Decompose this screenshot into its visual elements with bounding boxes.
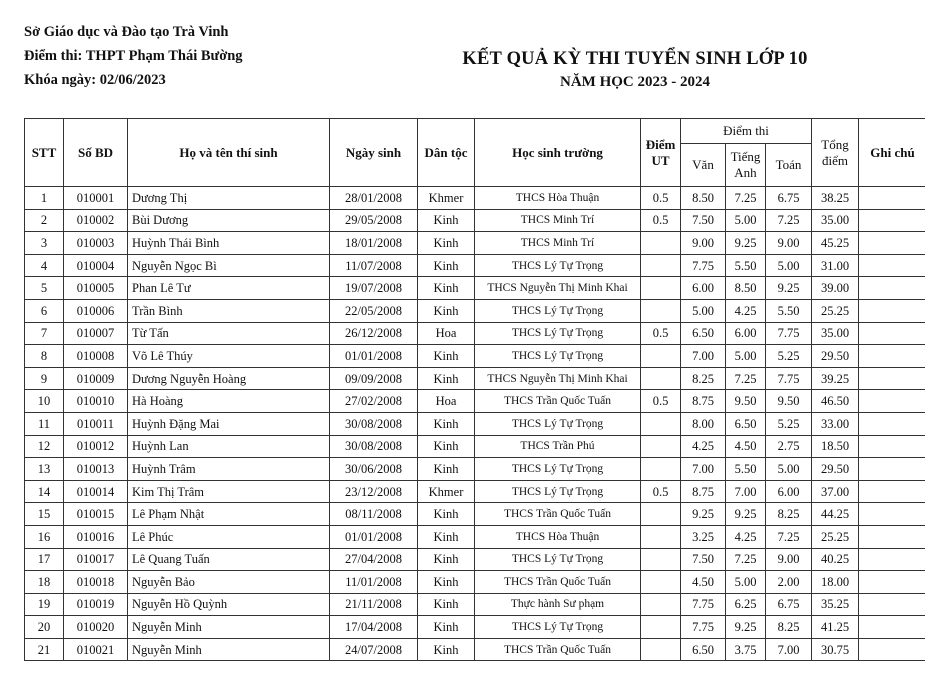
cell-sbd: 010012: [64, 435, 128, 458]
cell-english: 7.25: [726, 367, 766, 390]
table-header-row: [25, 119, 925, 144]
document-subtitle: NĂM HỌC 2023 - 2024: [560, 74, 710, 90]
cell-total: 44.25: [812, 503, 859, 526]
cell-sbd: 010006: [64, 299, 128, 322]
results-table: [24, 118, 925, 661]
cell-school: THCS Trần Phú: [475, 435, 641, 458]
cell-sbd: 010013: [64, 458, 128, 481]
cell-note: [859, 322, 925, 345]
cell-note: [859, 548, 925, 571]
cell-stt: 13: [25, 458, 64, 481]
table-row: [25, 616, 925, 639]
cell-note: [859, 571, 925, 594]
cell-stt: 2: [25, 209, 64, 232]
exam-site: Điểm thi: THPT Phạm Thái Bường: [24, 48, 243, 64]
cell-name: Huỳnh Trâm: [128, 458, 330, 481]
cell-note: [859, 503, 925, 526]
cell-ethnicity: Kinh: [418, 232, 475, 255]
cell-van: 6.50: [681, 638, 726, 661]
cell-total: 29.50: [812, 458, 859, 481]
cell-ethnicity: Kinh: [418, 412, 475, 435]
cell-name: Huỳnh Đặng Mai: [128, 412, 330, 435]
cell-english: 5.00: [726, 345, 766, 368]
cell-priority: [641, 638, 681, 661]
cell-total: 38.25: [812, 187, 859, 210]
cell-school: THCS Lý Tự Trọng: [475, 458, 641, 481]
cell-math: 9.50: [766, 390, 812, 413]
cell-sbd: 010017: [64, 548, 128, 571]
cell-ethnicity: Kinh: [418, 548, 475, 571]
cell-dob: 30/06/2008: [330, 458, 418, 481]
table-row: [25, 345, 925, 368]
cell-note: [859, 299, 925, 322]
header-school: Học sinh trường: [475, 119, 641, 187]
exam-date: Khóa ngày: 02/06/2023: [24, 72, 166, 88]
cell-total: 35.25: [812, 593, 859, 616]
cell-school: THCS Lý Tự Trọng: [475, 616, 641, 639]
cell-name: Nguyễn Bảo: [128, 571, 330, 594]
table-row: [25, 638, 925, 661]
cell-english: 5.00: [726, 209, 766, 232]
cell-van: 7.00: [681, 458, 726, 481]
cell-sbd: 010019: [64, 593, 128, 616]
cell-ethnicity: Hoa: [418, 322, 475, 345]
cell-note: [859, 458, 925, 481]
cell-english: 4.25: [726, 525, 766, 548]
cell-stt: 15: [25, 503, 64, 526]
cell-dob: 11/01/2008: [330, 571, 418, 594]
cell-van: 7.50: [681, 209, 726, 232]
cell-stt: 21: [25, 638, 64, 661]
cell-stt: 16: [25, 525, 64, 548]
cell-math: 9.00: [766, 548, 812, 571]
cell-priority: [641, 254, 681, 277]
cell-name: Phan Lê Tư: [128, 277, 330, 300]
cell-van: 8.00: [681, 412, 726, 435]
cell-van: 7.75: [681, 254, 726, 277]
department-name: Sở Giáo dục và Đào tạo Trà Vinh: [24, 24, 229, 40]
cell-name: Trần Bình: [128, 299, 330, 322]
cell-school: THCS Lý Tự Trọng: [475, 299, 641, 322]
cell-priority: [641, 525, 681, 548]
cell-math: 7.25: [766, 209, 812, 232]
cell-school: THCS Lý Tự Trọng: [475, 254, 641, 277]
cell-math: 6.00: [766, 480, 812, 503]
cell-ethnicity: Hoa: [418, 390, 475, 413]
cell-priority: [641, 367, 681, 390]
cell-school: THCS Lý Tự Trọng: [475, 548, 641, 571]
cell-van: 8.25: [681, 367, 726, 390]
cell-total: 33.00: [812, 412, 859, 435]
cell-priority: [641, 458, 681, 481]
cell-stt: 19: [25, 593, 64, 616]
header-dob: Ngày sinh: [330, 119, 418, 187]
cell-stt: 5: [25, 277, 64, 300]
cell-english: 7.00: [726, 480, 766, 503]
cell-ethnicity: Kinh: [418, 435, 475, 458]
cell-note: [859, 616, 925, 639]
header-name: Họ và tên thí sinh: [128, 119, 330, 187]
cell-stt: 9: [25, 367, 64, 390]
cell-van: 9.00: [681, 232, 726, 255]
cell-dob: 01/01/2008: [330, 345, 418, 368]
cell-van: 7.75: [681, 593, 726, 616]
cell-dob: 28/01/2008: [330, 187, 418, 210]
table-row: [25, 571, 925, 594]
cell-math: 5.25: [766, 345, 812, 368]
cell-priority: [641, 277, 681, 300]
table-row: [25, 390, 925, 413]
cell-english: 9.25: [726, 616, 766, 639]
cell-school: THCS Lý Tự Trọng: [475, 412, 641, 435]
cell-priority: 0.5: [641, 209, 681, 232]
header-sbd: Số BD: [64, 119, 128, 187]
cell-ethnicity: Kinh: [418, 277, 475, 300]
cell-name: Kim Thị Trâm: [128, 480, 330, 503]
cell-math: 2.75: [766, 435, 812, 458]
cell-dob: 29/05/2008: [330, 209, 418, 232]
cell-dob: 23/12/2008: [330, 480, 418, 503]
cell-stt: 11: [25, 412, 64, 435]
cell-total: 40.25: [812, 548, 859, 571]
cell-note: [859, 525, 925, 548]
cell-van: 4.25: [681, 435, 726, 458]
cell-priority: [641, 412, 681, 435]
cell-sbd: 010009: [64, 367, 128, 390]
cell-sbd: 010001: [64, 187, 128, 210]
cell-stt: 14: [25, 480, 64, 503]
cell-priority: 0.5: [641, 187, 681, 210]
cell-school: THCS Minh Trí: [475, 232, 641, 255]
cell-total: 39.25: [812, 367, 859, 390]
cell-school: THCS Trần Quốc Tuấn: [475, 638, 641, 661]
cell-total: 31.00: [812, 254, 859, 277]
cell-priority: [641, 232, 681, 255]
cell-name: Võ Lê Thúy: [128, 345, 330, 368]
cell-stt: 18: [25, 571, 64, 594]
cell-note: [859, 412, 925, 435]
cell-van: 4.50: [681, 571, 726, 594]
cell-name: Nguyễn Minh: [128, 638, 330, 661]
document-title: KẾT QUẢ KỲ THI TUYỂN SINH LỚP 10: [462, 49, 808, 69]
cell-stt: 3: [25, 232, 64, 255]
cell-sbd: 010004: [64, 254, 128, 277]
document-header-center: [415, 46, 855, 92]
cell-name: Dương Nguyễn Hoàng: [128, 367, 330, 390]
cell-ethnicity: Kinh: [418, 458, 475, 481]
cell-dob: 19/07/2008: [330, 277, 418, 300]
cell-dob: 22/05/2008: [330, 299, 418, 322]
cell-math: 8.25: [766, 616, 812, 639]
cell-stt: 1: [25, 187, 64, 210]
cell-name: Nguyễn Minh: [128, 616, 330, 639]
cell-english: 6.25: [726, 593, 766, 616]
header-scores-group: Điểm thi: [681, 119, 812, 144]
cell-priority: 0.5: [641, 390, 681, 413]
header-note: Ghi chú: [859, 119, 925, 187]
cell-name: Nguyễn Hồ Quỳnh: [128, 593, 330, 616]
cell-dob: 27/02/2008: [330, 390, 418, 413]
cell-note: [859, 254, 925, 277]
cell-name: Dương Thị: [128, 187, 330, 210]
cell-total: 29.50: [812, 345, 859, 368]
cell-total: 18.00: [812, 571, 859, 594]
cell-total: 45.25: [812, 232, 859, 255]
cell-ethnicity: Khmer: [418, 187, 475, 210]
cell-ethnicity: Kinh: [418, 209, 475, 232]
cell-priority: [641, 345, 681, 368]
table-row: [25, 503, 925, 526]
table-row: [25, 458, 925, 481]
cell-van: 7.00: [681, 345, 726, 368]
cell-dob: 27/04/2008: [330, 548, 418, 571]
cell-stt: 12: [25, 435, 64, 458]
cell-ethnicity: Kinh: [418, 571, 475, 594]
cell-school: THCS Minh Trí: [475, 209, 641, 232]
cell-priority: [641, 503, 681, 526]
cell-priority: [641, 435, 681, 458]
cell-note: [859, 345, 925, 368]
cell-english: 7.25: [726, 187, 766, 210]
cell-school: THCS Lý Tự Trọng: [475, 345, 641, 368]
cell-math: 5.25: [766, 412, 812, 435]
cell-sbd: 010016: [64, 525, 128, 548]
cell-name: Từ Tấn: [128, 322, 330, 345]
table-row: [25, 525, 925, 548]
header-ethnicity: Dân tộc: [418, 119, 475, 187]
cell-van: 8.50: [681, 187, 726, 210]
cell-math: 7.75: [766, 367, 812, 390]
cell-priority: [641, 299, 681, 322]
cell-math: 9.00: [766, 232, 812, 255]
cell-ethnicity: Khmer: [418, 480, 475, 503]
cell-note: [859, 390, 925, 413]
cell-school: THCS Lý Tự Trọng: [475, 322, 641, 345]
document-header-left: [24, 20, 243, 92]
header-math: Toán: [766, 144, 812, 187]
cell-total: 41.25: [812, 616, 859, 639]
cell-dob: 01/01/2008: [330, 525, 418, 548]
cell-total: 30.75: [812, 638, 859, 661]
cell-stt: 10: [25, 390, 64, 413]
cell-math: 6.75: [766, 187, 812, 210]
cell-priority: 0.5: [641, 322, 681, 345]
cell-stt: 7: [25, 322, 64, 345]
cell-dob: 08/11/2008: [330, 503, 418, 526]
cell-name: Lê Quang Tuấn: [128, 548, 330, 571]
cell-dob: 17/04/2008: [330, 616, 418, 639]
cell-ethnicity: Kinh: [418, 593, 475, 616]
cell-school: THCS Nguyễn Thị Minh Khai: [475, 367, 641, 390]
cell-stt: 8: [25, 345, 64, 368]
table-row: [25, 209, 925, 232]
cell-ethnicity: Kinh: [418, 367, 475, 390]
cell-math: 7.25: [766, 525, 812, 548]
table-row: [25, 367, 925, 390]
cell-name: Nguyễn Ngọc Bì: [128, 254, 330, 277]
cell-school: THCS Trần Quốc Tuấn: [475, 571, 641, 594]
cell-total: 35.00: [812, 209, 859, 232]
cell-ethnicity: Kinh: [418, 503, 475, 526]
header-stt: STT: [25, 119, 64, 187]
cell-school: THCS Trần Quốc Tuấn: [475, 503, 641, 526]
cell-dob: 30/08/2008: [330, 435, 418, 458]
cell-sbd: 010020: [64, 616, 128, 639]
cell-dob: 09/09/2008: [330, 367, 418, 390]
table-row: [25, 187, 925, 210]
table-row: [25, 548, 925, 571]
cell-sbd: 010008: [64, 345, 128, 368]
cell-priority: [641, 616, 681, 639]
cell-ethnicity: Kinh: [418, 616, 475, 639]
cell-ethnicity: Kinh: [418, 525, 475, 548]
cell-math: 7.00: [766, 638, 812, 661]
table-row: [25, 232, 925, 255]
cell-van: 5.00: [681, 299, 726, 322]
cell-priority: [641, 593, 681, 616]
cell-van: 7.75: [681, 616, 726, 639]
cell-school: THCS Nguyễn Thị Minh Khai: [475, 277, 641, 300]
header-priority: Điểm UT: [641, 119, 681, 187]
cell-name: Lê Phạm Nhật: [128, 503, 330, 526]
table-row: [25, 254, 925, 277]
cell-english: 9.25: [726, 503, 766, 526]
cell-sbd: 010002: [64, 209, 128, 232]
cell-sbd: 010018: [64, 571, 128, 594]
cell-name: Huỳnh Thái Bình: [128, 232, 330, 255]
cell-math: 8.25: [766, 503, 812, 526]
table-row: [25, 322, 925, 345]
cell-english: 4.50: [726, 435, 766, 458]
cell-school: THCS Lý Tự Trọng: [475, 480, 641, 503]
header-total: Tổng điểm: [812, 119, 859, 187]
cell-school: THCS Trần Quốc Tuấn: [475, 390, 641, 413]
cell-english: 6.50: [726, 412, 766, 435]
cell-english: 4.25: [726, 299, 766, 322]
cell-total: 18.50: [812, 435, 859, 458]
cell-sbd: 010003: [64, 232, 128, 255]
table-row: [25, 277, 925, 300]
cell-stt: 4: [25, 254, 64, 277]
cell-name: Huỳnh Lan: [128, 435, 330, 458]
cell-dob: 30/08/2008: [330, 412, 418, 435]
cell-priority: [641, 571, 681, 594]
cell-sbd: 010021: [64, 638, 128, 661]
cell-math: 7.75: [766, 322, 812, 345]
cell-english: 3.75: [726, 638, 766, 661]
results-table-body: [25, 187, 925, 661]
cell-stt: 17: [25, 548, 64, 571]
cell-english: 7.25: [726, 548, 766, 571]
cell-note: [859, 435, 925, 458]
cell-math: 5.00: [766, 254, 812, 277]
cell-note: [859, 638, 925, 661]
cell-math: 9.25: [766, 277, 812, 300]
cell-van: 8.75: [681, 390, 726, 413]
cell-english: 9.25: [726, 232, 766, 255]
cell-dob: 21/11/2008: [330, 593, 418, 616]
cell-ethnicity: Kinh: [418, 299, 475, 322]
cell-note: [859, 209, 925, 232]
cell-note: [859, 367, 925, 390]
cell-math: 2.00: [766, 571, 812, 594]
cell-math: 5.00: [766, 458, 812, 481]
cell-total: 35.00: [812, 322, 859, 345]
cell-dob: 11/07/2008: [330, 254, 418, 277]
cell-note: [859, 593, 925, 616]
cell-van: 6.00: [681, 277, 726, 300]
cell-note: [859, 480, 925, 503]
cell-van: 6.50: [681, 322, 726, 345]
cell-sbd: 010014: [64, 480, 128, 503]
header-english: Tiếng Anh: [726, 144, 766, 187]
cell-van: 8.75: [681, 480, 726, 503]
cell-sbd: 010005: [64, 277, 128, 300]
cell-dob: 18/01/2008: [330, 232, 418, 255]
cell-sbd: 010015: [64, 503, 128, 526]
cell-name: Bùi Dương: [128, 209, 330, 232]
cell-total: 46.50: [812, 390, 859, 413]
table-row: [25, 435, 925, 458]
cell-total: 25.25: [812, 525, 859, 548]
cell-van: 9.25: [681, 503, 726, 526]
cell-sbd: 010010: [64, 390, 128, 413]
cell-school: THCS Hòa Thuận: [475, 525, 641, 548]
cell-math: 6.75: [766, 593, 812, 616]
cell-dob: 24/07/2008: [330, 638, 418, 661]
cell-ethnicity: Kinh: [418, 638, 475, 661]
cell-name: Hà Hoàng: [128, 390, 330, 413]
cell-van: 3.25: [681, 525, 726, 548]
cell-english: 9.50: [726, 390, 766, 413]
cell-english: 8.50: [726, 277, 766, 300]
table-row: [25, 299, 925, 322]
cell-total: 25.25: [812, 299, 859, 322]
cell-dob: 26/12/2008: [330, 322, 418, 345]
cell-school: Thực hành Sư phạm: [475, 593, 641, 616]
cell-priority: [641, 548, 681, 571]
cell-english: 5.00: [726, 571, 766, 594]
cell-stt: 6: [25, 299, 64, 322]
cell-english: 5.50: [726, 254, 766, 277]
cell-math: 5.50: [766, 299, 812, 322]
cell-note: [859, 232, 925, 255]
table-row: [25, 480, 925, 503]
cell-note: [859, 187, 925, 210]
cell-sbd: 010011: [64, 412, 128, 435]
cell-english: 6.00: [726, 322, 766, 345]
header-van: Văn: [681, 144, 726, 187]
cell-ethnicity: Kinh: [418, 254, 475, 277]
cell-van: 7.50: [681, 548, 726, 571]
cell-school: THCS Hòa Thuận: [475, 187, 641, 210]
cell-total: 37.00: [812, 480, 859, 503]
cell-stt: 20: [25, 616, 64, 639]
cell-total: 39.00: [812, 277, 859, 300]
cell-english: 5.50: [726, 458, 766, 481]
cell-priority: 0.5: [641, 480, 681, 503]
cell-ethnicity: Kinh: [418, 345, 475, 368]
cell-sbd: 010007: [64, 322, 128, 345]
table-row: [25, 412, 925, 435]
table-row: [25, 593, 925, 616]
cell-name: Lê Phúc: [128, 525, 330, 548]
cell-note: [859, 277, 925, 300]
